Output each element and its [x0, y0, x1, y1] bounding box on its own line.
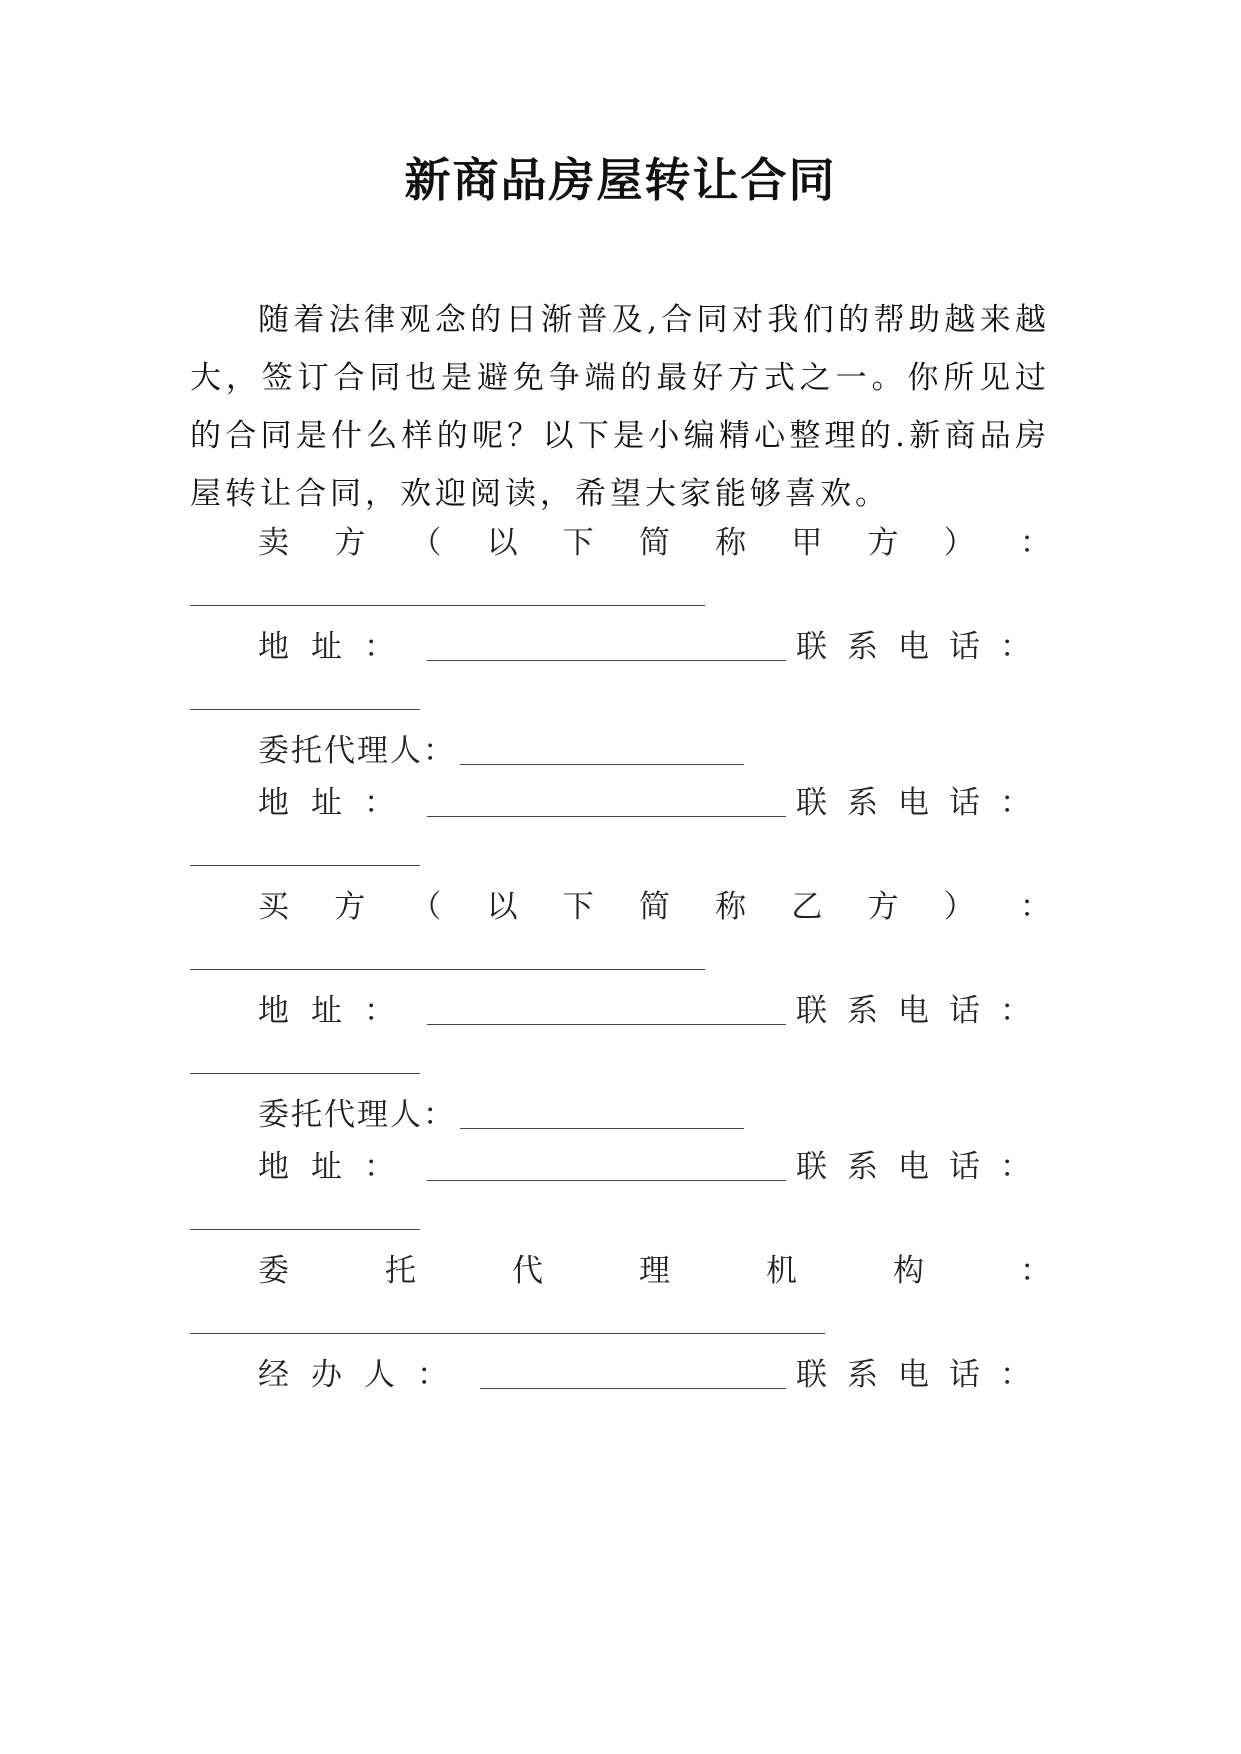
agency-label-line: [258, 1251, 1051, 1291]
seller-label-char: （: [410, 525, 442, 561]
seller-label-char: 卖: [258, 525, 289, 561]
buyer-name-blank: [190, 969, 705, 970]
intro-paragraph: [190, 291, 1050, 523]
seller-label-char: 以: [486, 525, 518, 561]
buyer-address-blank: [427, 994, 786, 1025]
buyer-label-char: （: [410, 889, 442, 925]
agency-label-char: 机: [766, 1253, 797, 1289]
seller-label-char: ）: [943, 525, 975, 561]
agency-label-char: 理: [639, 1253, 670, 1289]
buyer-label-char: 方: [334, 889, 366, 925]
seller-label-line: [258, 523, 1051, 563]
seller-name-blank: [190, 605, 705, 606]
phone-label: 联系电话：: [796, 1357, 1051, 1393]
buyer-label-char: 以: [486, 889, 518, 925]
buyer-address-line: [258, 991, 1051, 1031]
agency-name-blank: [190, 1333, 825, 1334]
buyer-label-char: 方: [867, 889, 899, 925]
buyer-agent-phone-blank: [190, 1229, 420, 1230]
seller-label-char: 简: [638, 525, 670, 561]
seller-label-char: ：: [1019, 525, 1051, 561]
seller-address-blank: [427, 630, 786, 661]
seller-label-char: 下: [562, 525, 594, 561]
agency-label-char: 构: [893, 1253, 924, 1289]
buyer-label-char: 下: [562, 889, 594, 925]
phone-label: 联系电话：: [796, 785, 1051, 821]
seller-agent-address-blank: [427, 786, 786, 817]
document-title: 新商品房屋转让合同: [404, 153, 837, 207]
buyer-label-char: 买: [258, 889, 289, 925]
agent-label: 委托代理人：: [258, 733, 456, 769]
phone-label: 联系电话：: [796, 1149, 1051, 1185]
address-label: 地址：: [258, 993, 417, 1029]
handler-line: [258, 1355, 1051, 1395]
buyer-label-char: 称: [715, 889, 747, 925]
buyer-agent-address-blank: [427, 1150, 786, 1181]
seller-agent-address-line: [258, 783, 1051, 823]
address-label: 地址：: [258, 629, 417, 665]
address-label: 地址：: [258, 785, 417, 821]
agency-label-char: 代: [512, 1253, 543, 1289]
buyer-label-char: ：: [1019, 889, 1051, 925]
phone-label: 联系电话：: [796, 993, 1051, 1029]
buyer-label-line: [258, 887, 1051, 927]
seller-label-char: 称: [715, 525, 747, 561]
seller-agent-line: [258, 731, 1051, 771]
buyer-label-char: ）: [943, 889, 975, 925]
seller-label-char: 甲: [791, 525, 823, 561]
agency-label-char: ：: [1020, 1253, 1051, 1289]
seller-agent-blank: [460, 734, 744, 765]
agency-label-char: 委: [258, 1253, 289, 1289]
seller-label-char: 方: [867, 525, 899, 561]
handler-blank: [480, 1358, 786, 1389]
buyer-label-char: 乙: [791, 889, 823, 925]
buyer-phone-blank: [190, 1073, 420, 1074]
agency-label-char: 托: [385, 1253, 416, 1289]
intro-text: 随着法律观念的日渐普及,合同对我们的帮助越来越大，签订合同也是避免争端的最好方式之一。你所见过的合同是什么样的呢？以下是小编精心整理的.新商品房屋转让合同，欢迎阅读，希望大家能够喜欢。: [190, 302, 1050, 512]
buyer-agent-blank: [460, 1098, 744, 1129]
seller-address-line: [258, 627, 1051, 667]
phone-label: 联系电话：: [796, 629, 1051, 665]
buyer-agent-line: [258, 1095, 1051, 1135]
seller-phone-blank: [190, 709, 420, 710]
agent-label: 委托代理人：: [258, 1097, 456, 1133]
buyer-agent-address-line: [258, 1147, 1051, 1187]
seller-label-char: 方: [334, 525, 366, 561]
seller-agent-phone-blank: [190, 865, 420, 866]
buyer-label-char: 简: [638, 889, 670, 925]
address-label: 地址：: [258, 1149, 417, 1185]
handler-label: 经办人：: [258, 1357, 470, 1393]
